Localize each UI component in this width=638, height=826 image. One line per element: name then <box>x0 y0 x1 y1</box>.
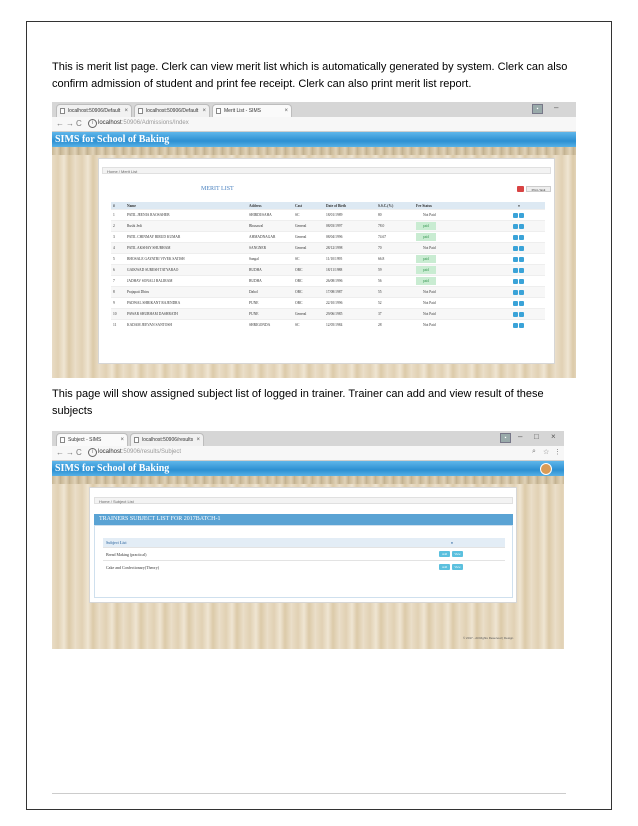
cell-actions <box>399 561 505 574</box>
table-row <box>111 309 545 320</box>
cell-name: PADWAL SHRIKANT RAJENDRA <box>125 298 247 309</box>
cell-actions <box>493 309 545 320</box>
cell-subject: Cake and Confectionary(Theory) <box>103 561 399 574</box>
cell-ssc: 78.0 <box>376 221 414 232</box>
minimize-icon[interactable]: – <box>554 103 559 112</box>
cell-ssc: 59 <box>376 265 414 276</box>
browser-tab-bar <box>52 431 564 447</box>
cell-dob: 18/01/1989 <box>324 210 376 221</box>
cell-name: PATIL JEENIA RAOSAHEB <box>125 210 247 221</box>
print-receipt-icon[interactable] <box>519 301 524 306</box>
page-title: MERIT LIST <box>201 186 234 192</box>
fee-status-badge: Not Paid <box>423 301 436 305</box>
col-fee: Fee Status <box>414 202 493 210</box>
cell-fee <box>414 320 493 331</box>
cell-name: BHOSALE GAYATRI VIVEK SATISH <box>125 254 247 265</box>
table-row <box>111 210 545 221</box>
confirm-admission-icon[interactable] <box>513 290 518 295</box>
table-row <box>111 243 545 254</box>
tab-label: Subject - SIMS <box>68 437 102 443</box>
cell-dob: 12/05/1984 <box>324 320 376 331</box>
cell-index: 9 <box>111 298 125 309</box>
cell-name: KADAM JEEVAN SANTOSH <box>125 320 247 331</box>
subject-table-body <box>103 548 505 574</box>
page-icon <box>60 108 65 114</box>
browser-tab-active[interactable] <box>212 104 292 117</box>
cell-actions <box>493 265 545 276</box>
merit-list-panel <box>98 158 555 364</box>
info-icon[interactable]: i <box>88 119 97 128</box>
merit-list-description: This is merit list page. Clerk can view merit list which is automatically generated by system. Clerk can also confirm admission of student and print fee receipt. Clerk can also print merit list report. <box>52 61 568 90</box>
cell-actions <box>493 320 545 331</box>
cell-name: PATIL CHINMAY BIRUD KUMAR <box>125 232 247 243</box>
forward-arrow-icon[interactable]: → <box>66 119 74 128</box>
cell-cast: SC <box>293 254 324 265</box>
url-field[interactable] <box>98 120 189 126</box>
add-result-button[interactable]: Add <box>439 564 450 570</box>
print-receipt-icon[interactable] <box>519 268 524 273</box>
print-receipt-icon[interactable] <box>519 279 524 284</box>
table-row <box>111 221 545 232</box>
table-row <box>111 254 545 265</box>
cell-ssc: 37 <box>376 309 414 320</box>
cell-fee <box>414 232 493 243</box>
cell-dob: 28/12/1998 <box>324 243 376 254</box>
view-result-button[interactable]: View <box>452 551 463 557</box>
cell-index: 8 <box>111 287 125 298</box>
forward-arrow-icon[interactable]: → <box>66 448 74 457</box>
browser-tab[interactable] <box>134 104 210 117</box>
table-header-row <box>103 538 505 548</box>
page-icon <box>216 108 221 114</box>
cell-fee <box>414 221 493 232</box>
cell-cast: General <box>293 243 324 254</box>
back-arrow-icon[interactable]: ← <box>56 119 64 128</box>
panel-title: TRAINERS SUBJECT LIST FOR 2017BATCH-1 <box>94 514 513 525</box>
cell-dob: 18/11/1988 <box>324 265 376 276</box>
cell-index: 5 <box>111 254 125 265</box>
cell-dob: 08/03/1997 <box>324 221 376 232</box>
page-icon <box>60 437 65 443</box>
confirm-admission-icon[interactable] <box>513 246 518 251</box>
confirm-admission-icon[interactable] <box>513 257 518 262</box>
browser-tab[interactable] <box>56 104 132 117</box>
cell-ssc: 66.8 <box>376 254 414 265</box>
subject-list-panel <box>89 487 517 603</box>
table-row <box>111 265 545 276</box>
user-icon[interactable]: ▪ <box>532 104 543 114</box>
print-receipt-icon[interactable] <box>519 323 524 328</box>
cell-dob: 08/04/1996 <box>324 232 376 243</box>
cell-address: Bhusawal <box>247 221 293 232</box>
cell-address: SHIRDI/SAHA <box>247 210 293 221</box>
table-row <box>103 548 505 561</box>
cell-ssc: 28 <box>376 320 414 331</box>
table-row <box>111 276 545 287</box>
print-receipt-icon[interactable] <box>519 290 524 295</box>
col-index: # <box>111 202 125 210</box>
col-action: ● <box>399 538 505 548</box>
cell-name: Prajapati Dhiru <box>125 287 247 298</box>
fee-status-badge: paid <box>416 266 436 274</box>
print-receipt-icon[interactable] <box>519 213 524 218</box>
url-field[interactable] <box>98 449 181 455</box>
cell-address: BUDHA <box>247 276 293 287</box>
bookmark-star-icon[interactable]: ☆ <box>543 449 550 456</box>
cell-address: AHMADNAGAR <box>247 232 293 243</box>
cell-fee <box>414 254 493 265</box>
cell-index: 3 <box>111 232 125 243</box>
confirm-admission-icon[interactable] <box>513 279 518 284</box>
breadcrumb[interactable]: Home / Merit List <box>102 167 551 174</box>
cell-actions <box>493 232 545 243</box>
table-row <box>111 298 545 309</box>
cell-cast: OBC <box>293 265 324 276</box>
confirm-admission-icon[interactable] <box>513 224 518 229</box>
brand-decor-strip <box>52 147 576 155</box>
cell-address: Dabol <box>247 287 293 298</box>
fee-status-badge: paid <box>416 255 436 263</box>
print-receipt-icon[interactable] <box>519 257 524 262</box>
fee-status-badge: Not Paid <box>423 312 436 316</box>
cell-actions <box>399 548 505 561</box>
url-path: :50906/Admissions/Index <box>121 120 189 126</box>
cell-ssc: 70 <box>376 243 414 254</box>
cell-fee <box>414 265 493 276</box>
table-row <box>111 320 545 331</box>
cell-address: SHRIGONDA <box>247 320 293 331</box>
print-button[interactable]: Print / Exit <box>526 186 551 192</box>
close-window-icon[interactable]: × <box>551 432 556 441</box>
merit-table <box>111 202 545 330</box>
print-receipt-icon[interactable] <box>519 235 524 240</box>
col-subject: Subject List <box>103 538 399 548</box>
cell-name: PATIL AKSHAY SHUBHAM <box>125 243 247 254</box>
cell-actions <box>493 221 545 232</box>
cell-index: 1 <box>111 210 125 221</box>
minimize-icon[interactable]: – <box>518 432 523 441</box>
cell-index: 10 <box>111 309 125 320</box>
cell-ssc: 55 <box>376 287 414 298</box>
cell-actions <box>493 254 545 265</box>
cell-ssc: 52 <box>376 298 414 309</box>
site-brand[interactable]: SIMS for School of Baking <box>52 461 564 476</box>
add-result-button[interactable]: Add <box>439 551 450 557</box>
back-arrow-icon[interactable]: ← <box>56 448 64 457</box>
fee-status-badge: Not Paid <box>423 246 436 250</box>
maximize-icon[interactable]: □ <box>534 432 539 441</box>
cell-ssc: 74.67 <box>376 232 414 243</box>
address-bar <box>52 446 564 461</box>
col-dob: Date of Birth <box>324 202 376 210</box>
cell-actions <box>493 298 545 309</box>
reload-icon[interactable]: C <box>76 119 82 128</box>
pdf-icon[interactable] <box>517 186 524 192</box>
col-ssc: S.S.C.(%) <box>376 202 414 210</box>
tab-label: Merit List - SIMS <box>224 108 261 114</box>
cell-index: 7 <box>111 276 125 287</box>
page-divider <box>52 793 566 794</box>
close-icon[interactable]: × <box>120 437 124 443</box>
table-row <box>111 232 545 243</box>
col-action: ● <box>493 202 545 210</box>
close-icon[interactable]: × <box>196 437 200 443</box>
cell-dob: 26/08/1996 <box>324 276 376 287</box>
cell-name: Rushi Jedi <box>125 221 247 232</box>
confirm-admission-icon[interactable] <box>513 312 518 317</box>
confirm-admission-icon[interactable] <box>513 301 518 306</box>
subject-list-description: This page will show assigned subject list of logged in trainer. Trainer can add and view result of these subjects <box>52 388 544 417</box>
cell-name: PAWAR SHUBHAM DASHRATH <box>125 309 247 320</box>
cell-index: 6 <box>111 265 125 276</box>
cell-fee <box>414 210 493 221</box>
cell-cast: General <box>293 309 324 320</box>
avatar[interactable] <box>540 463 552 475</box>
cell-fee <box>414 287 493 298</box>
cell-actions <box>493 210 545 221</box>
cell-name: JADHAV SONALI BALIRAM <box>125 276 247 287</box>
page-icon <box>134 437 139 443</box>
cell-dob: 29/06/1985 <box>324 309 376 320</box>
fee-status-badge: Not Paid <box>423 323 436 327</box>
cell-actions <box>493 276 545 287</box>
footer-copyright: © 2017 - All Rights Reserved | Design <box>463 636 514 640</box>
reload-icon[interactable]: C <box>76 448 82 457</box>
cell-dob: 22/10/1996 <box>324 298 376 309</box>
close-icon[interactable]: × <box>124 108 128 114</box>
print-receipt-icon[interactable] <box>519 224 524 229</box>
cell-cast: General <box>293 221 324 232</box>
cell-index: 4 <box>111 243 125 254</box>
cell-index: 11 <box>111 320 125 331</box>
cell-index: 2 <box>111 221 125 232</box>
cell-fee <box>414 309 493 320</box>
tab-label: localhost:50906/Default <box>68 108 121 114</box>
fee-status-badge: Not Paid <box>423 290 436 294</box>
tab-label: localhost:50906/Default <box>146 108 199 114</box>
cell-cast: SC <box>293 210 324 221</box>
cell-fee <box>414 276 493 287</box>
cell-cast: OBC <box>293 276 324 287</box>
cell-name: GAIKWAD SURESH TATYARAO <box>125 265 247 276</box>
cell-subject: Bread Making (practical) <box>103 548 399 561</box>
confirm-admission-icon[interactable] <box>513 323 518 328</box>
confirm-admission-icon[interactable] <box>513 213 518 218</box>
subject-list-screenshot <box>52 431 564 649</box>
col-name: Name <box>125 202 247 210</box>
url-host: localhost <box>98 449 122 455</box>
brand-decor-strip <box>52 476 564 484</box>
fee-status-badge: paid <box>416 277 436 285</box>
cell-fee <box>414 298 493 309</box>
table-header-row <box>111 202 545 210</box>
cell-cast: SC <box>293 320 324 331</box>
fee-status-badge: paid <box>416 222 436 230</box>
fee-status-badge: Not Paid <box>423 213 436 217</box>
site-brand[interactable]: SIMS for School of Baking <box>52 132 576 147</box>
browser-tab-active[interactable] <box>56 433 128 446</box>
cell-ssc: 56 <box>376 276 414 287</box>
print-receipt-icon[interactable] <box>519 312 524 317</box>
merit-list-screenshot <box>52 102 576 378</box>
url-host: localhost <box>98 120 122 126</box>
cell-address: PUNE <box>247 298 293 309</box>
browser-tab[interactable] <box>130 433 204 446</box>
close-icon[interactable]: × <box>202 108 206 114</box>
table-row <box>111 287 545 298</box>
cell-address: BUDHA <box>247 265 293 276</box>
menu-icon[interactable]: ⋮ <box>554 449 561 456</box>
cell-ssc: 80 <box>376 210 414 221</box>
print-receipt-icon[interactable] <box>519 246 524 251</box>
confirm-admission-icon[interactable] <box>513 235 518 240</box>
tab-label: localhost:50906/results <box>142 437 194 443</box>
col-cast: Cast <box>293 202 324 210</box>
cell-dob: 17/08/1987 <box>324 287 376 298</box>
user-icon[interactable]: ▪ <box>500 433 511 443</box>
merit-table-body <box>111 210 545 331</box>
view-result-button[interactable]: View <box>452 564 463 570</box>
cell-address: SANGNER <box>247 243 293 254</box>
breadcrumb[interactable]: Home / Subject List <box>94 497 513 504</box>
browser-tab-bar <box>52 102 576 118</box>
cell-cast: OBC <box>293 287 324 298</box>
cell-cast: General <box>293 232 324 243</box>
confirm-admission-icon[interactable] <box>513 268 518 273</box>
fee-status-badge: paid <box>416 233 436 241</box>
url-path: :50906/results/Subject <box>121 449 182 455</box>
cell-fee <box>414 243 493 254</box>
cell-actions <box>493 287 545 298</box>
table-row <box>103 561 505 574</box>
address-bar <box>52 117 576 132</box>
col-address: Address <box>247 202 293 210</box>
cell-address: PUNE <box>247 309 293 320</box>
info-icon[interactable]: i <box>88 448 97 457</box>
close-icon[interactable]: × <box>284 108 288 114</box>
cell-dob: 11/10/1995 <box>324 254 376 265</box>
zoom-icon[interactable]: ⌕ <box>532 448 536 455</box>
cell-address: Sangal <box>247 254 293 265</box>
cell-actions <box>493 243 545 254</box>
page-icon <box>138 108 143 114</box>
subject-table <box>103 538 505 573</box>
cell-cast: OBC <box>293 298 324 309</box>
